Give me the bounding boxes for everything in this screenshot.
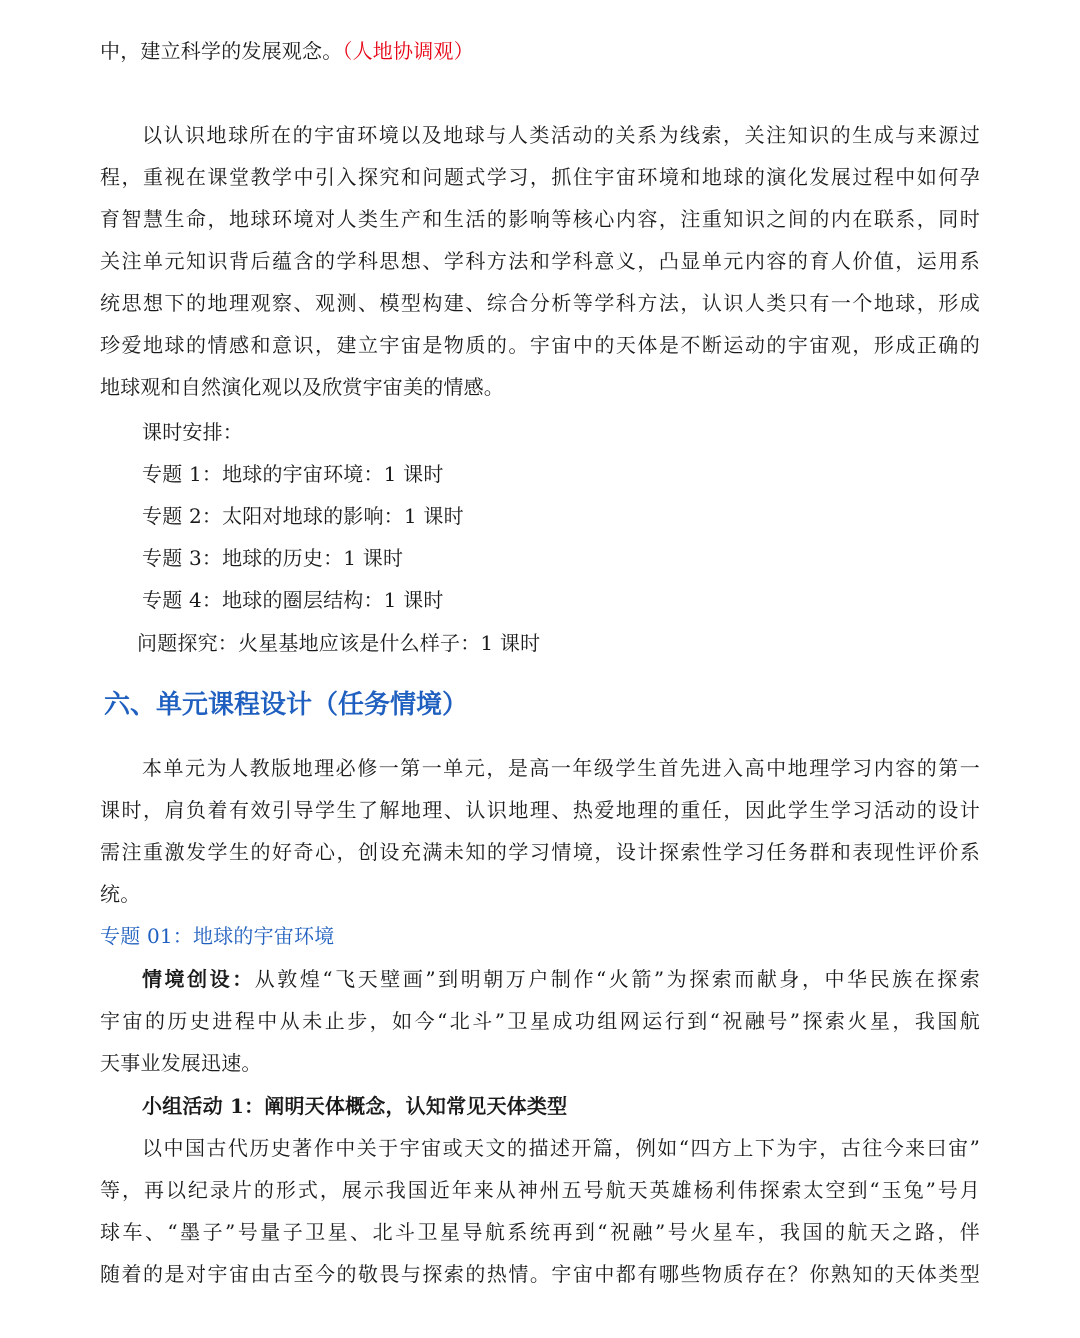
core-literacy-tag: （人地协调观）: [342, 39, 474, 63]
paragraph1-line: 程，重视在课堂教学中引入探究和问题式学习，抓住宇宙环境和地球的演化发展过程中如何孕: [100, 165, 980, 189]
schedule-item: 问题探究：火星基地应该是什么样子：1 课时: [137, 631, 541, 655]
paragraph1-line: 珍爱地球的情感和意识，建立宇宙是物质的。宇宙中的天体是不断运动的宇宙观，形成正确的: [100, 333, 980, 357]
schedule-item: 专题 1：地球的宇宙环境：1 课时: [142, 462, 444, 486]
section-paragraph-line: 课时，肩负着有效引导学生了解地理、认识地理、热爱地理的重任，因此学生学习活动的设计: [100, 798, 980, 822]
intro-tail-line: [100, 30, 474, 72]
topic-title: 专题 01：地球的宇宙环境: [100, 924, 335, 948]
activity-line: 等，再以纪录片的形式，展示我国近年来从神州五号航天英雄杨利伟探索太空到“玉兔”号月: [100, 1178, 980, 1202]
intro-tail-text: 中，建立科学的发展观念。: [100, 39, 343, 63]
scenario-text: 从敦煌“飞天壁画”到明朝万户制作“火箭”为探索而献身，中华民族在探索: [254, 967, 980, 991]
scenario-label: 情境创设：: [142, 967, 255, 991]
schedule-item: 专题 2：太阳对地球的影响：1 课时: [142, 504, 464, 528]
activity-title: 小组活动 1：阐明天体概念，认知常见天体类型: [142, 1094, 568, 1118]
section-paragraph-line: 统。: [100, 882, 141, 906]
activity-line: 以中国古代历史著作中关于宇宙或天文的描述开篇，例如“四方上下为宇，古往今来曰宙”: [142, 1136, 980, 1160]
schedule-title: 课时安排：: [142, 420, 243, 444]
schedule-item: 专题 4：地球的圈层结构：1 课时: [142, 588, 444, 612]
paragraph1-line: 以认识地球所在的宇宙环境以及地球与人类活动的关系为线索，关注知识的生成与来源过: [142, 123, 980, 147]
scenario-line: 宇宙的历史进程中从未止步，如今“北斗”卫星成功组网运行到“祝融号”探索火星，我国航: [100, 1009, 980, 1033]
paragraph1-line: 关注单元知识背后蕴含的学科思想、学科方法和学科意义，凸显单元内容的育人价值，运用系: [100, 249, 980, 273]
schedule-item: 专题 3：地球的历史：1 课时: [142, 546, 404, 570]
scenario-line: 天事业发展迅速。: [100, 1051, 262, 1075]
activity-line: 随着的是对宇宙由古至今的敬畏与探索的热情。宇宙中都有哪些物质存在？你熟知的天体类型: [100, 1262, 980, 1286]
scenario-line: [142, 958, 980, 1000]
section-paragraph-line: 本单元为人教版地理必修一第一单元，是高一年级学生首先进入高中地理学习内容的第一: [142, 756, 980, 780]
paragraph1-line: 统思想下的地理观察、观测、模型构建、综合分析等学科方法，认识人类只有一个地球，形成: [100, 291, 980, 315]
paragraph1-line: 地球观和自然演化观以及欣赏宇宙美的情感。: [100, 375, 504, 399]
section-paragraph-line: 需注重激发学生的好奇心，创设充满未知的学习情境，设计探索性学习任务群和表现性评价系: [100, 840, 980, 864]
paragraph1-line: 育智慧生命，地球环境对人类生产和生活的影响等核心内容，注重知识之间的内在联系，同时: [100, 207, 980, 231]
activity-line: 球车、“墨子”号量子卫星、北斗卫星导航系统再到“祝融”号火星车，我国的航天之路，伴: [100, 1220, 980, 1244]
section-heading: 六、单元课程设计（任务情境）: [104, 690, 469, 720]
